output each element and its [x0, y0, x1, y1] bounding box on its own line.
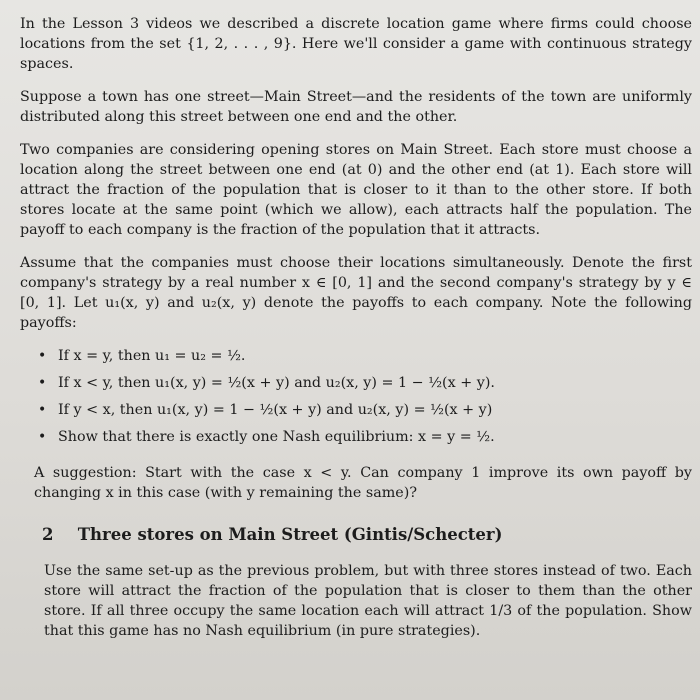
- bullet-icon: •: [38, 348, 47, 364]
- list-item: [38, 346, 692, 366]
- bullet-icon: •: [38, 402, 47, 418]
- section-title: Three stores on Main Street (Gintis/Schecter): [77, 525, 503, 544]
- paragraph-two-companies: Two companies are considering opening stores on Main Street. Each store must choose a location along the street between one end (at 0) and the other end (at 1). Each store will attract the fraction of the population that is closer to it than to the other store. If both stores locate at the same point (which we allow), each attracts half the population. The payoff to each company is the fraction of the population that it attracts.: [20, 142, 692, 238]
- list-item-text: If y < x, then u₁(x, y) = 1 − ½(x + y) and u₂(x, y) = ½(x + y): [58, 402, 493, 418]
- paragraph-intro: In the Lesson 3 videos we described a discrete location game where firms could choose locations from the set {1, 2, . . . , 9}. Here we'll consider a game with continuous strategy spaces.: [20, 16, 692, 72]
- list-item-text: If x < y, then u₁(x, y) = ½(x + y) and u₂(x, y) = 1 − ½(x + y).: [58, 375, 495, 391]
- section-body: Use the same set-up as the previous problem, but with three stores instead of two. Each store will attract the fraction of the population that is closer to them than the other store. If all three occupy the same location each will attract 1/3 of the population. Show that this game has no Nash equilibrium (in pure strategies).: [44, 563, 692, 639]
- bullet-icon: •: [38, 429, 47, 445]
- list-item: [38, 373, 692, 393]
- document-content: [20, 14, 692, 654]
- list-item-text: Show that there is exactly one Nash equilibrium: x = y = ½.: [58, 429, 495, 445]
- list-item: [38, 427, 692, 447]
- list-item-text: If x = y, then u₁ = u₂ = ½.: [58, 348, 246, 364]
- section-heading: [42, 525, 692, 545]
- bullet-icon: •: [38, 375, 47, 391]
- paragraph-main-street: Suppose a town has one street—Main Street—and the residents of the town are uniformly distributed along this street between one end and the other.: [20, 89, 692, 125]
- suggestion-note: A suggestion: Start with the case x < y. Can company 1 improve its own payoff by changing x in this case (with y remaining the same)?: [34, 465, 692, 501]
- section-number: 2: [42, 525, 54, 544]
- payoff-list: [20, 346, 692, 447]
- paragraph-assumptions: Assume that the companies must choose their locations simultaneously. Denote the first company's strategy by a real number x ∈ [0, 1] and the second company's strategy by y ∈ [0, 1]. Let u₁(x, y) and u₂(x, y) denote the payoffs to each company. Note the following payoffs:: [20, 255, 692, 331]
- list-item: [38, 400, 692, 420]
